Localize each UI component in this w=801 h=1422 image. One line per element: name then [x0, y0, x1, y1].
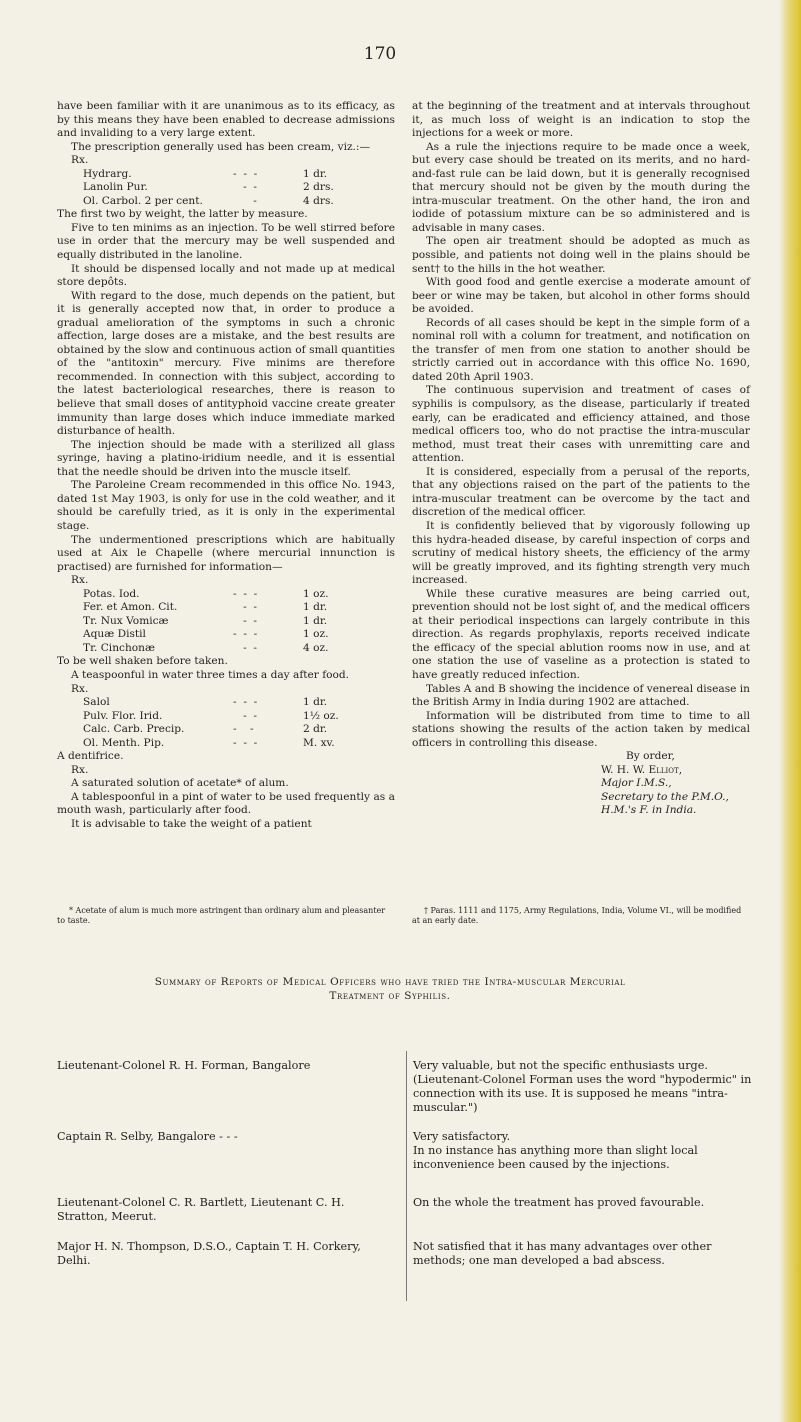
signature-rank: Major I.M.S., [601, 777, 672, 790]
paragraph: It should be dispensed locally and not made up at medical store depôts. [57, 262, 395, 289]
rx-label: Rx. [71, 574, 89, 587]
rx-label: Rx. [71, 682, 89, 695]
paragraph: The Paroleine Cream recommended in this office No. 1943, dated 1st May 1903, is only for use in the cold weather, and it should be carefully tried, as it is only in the experimental stage. [57, 479, 395, 532]
rx-item: Salol - - - 1 dr. [83, 696, 328, 709]
summary-opinion: Very valuable, but not the specific enthusiasts urge. (Lieutenant-Colonel Forman uses the word "hypodermic" in connection with its use. It is supposed he means "intra-muscular.") [413, 1059, 752, 1114]
summary-officer: Lieutenant-Colonel C. R. Bartlett, Lieutenant C. H. Stratton, Meerut. [57, 1196, 345, 1223]
left-column [57, 100, 395, 832]
rx-item: Pulv. Flor. Irid. - - 1½ oz. [83, 709, 339, 722]
right-column [412, 100, 750, 818]
paragraph: A tablespoonful in a pint of water to be used frequently as a mouth wash, particularly after food. [57, 790, 395, 817]
rx-item: Lanolin Pur. - - 2 drs. [83, 181, 334, 194]
summary-opinion: Not satisfied that it has many advantages over other methods; one man developed a bad abscess. [413, 1240, 712, 1267]
paragraph: A teaspoonful in water three times a day after food. [71, 668, 350, 681]
rx-label: Rx. [71, 154, 89, 167]
rx-item: Hydrarg. - - - 1 dr. [83, 167, 328, 180]
rx-item: Tr. Nux Vomicæ - - 1 dr. [83, 614, 328, 627]
paragraph: have been familiar with it are unanimous as to its efficacy, as by this means they have been enabled to decrease admissions and invaliding to a very large extent. [57, 100, 395, 140]
footnote-right: † Paras. 1111 and 1175, Army Regulations, India, Volume VI., will be modified at an early date. [412, 906, 742, 925]
summary-officer: Major H. N. Thompson, D.S.O., Captain T. H. Corkery, Delhi. [57, 1240, 361, 1267]
paragraph: Five to ten minims as an injection. To be well stirred before use in order that the mercury may be well suspended and equally distributed in the lanoline. [57, 221, 395, 262]
rx-item: Tr. Cinchonæ - - 4 oz. [83, 641, 329, 654]
column-divider [406, 1051, 407, 1301]
paragraph: As a rule the injections require to be made once a week, but every case should be treated on its merits, and no hard-and-fast rule can be laid down, but it is generally recognised that mercury should not be given by the mouth during the intra-muscular treatment. On the other hand, the iron and iodide of potassium mixture can be so administered and is advisable in many cases. [412, 140, 750, 234]
page-edge-stain [779, 0, 801, 1422]
rx-item: Fer. et Amon. Cit. - - 1 dr. [83, 601, 328, 614]
paragraph: Tables A and B showing the incidence of venereal disease in the British Army in India during 1902 are attached. [412, 682, 750, 709]
paragraph: To be well shaken before taken. [57, 655, 228, 668]
signature-dept: H.M.'s F. in India. [601, 804, 697, 817]
paragraph: It is confidently believed that by vigorously following up this hydra-headed disease, by careful inspection of corps and scrutiny of medical history sheets, the efficiency of the army will be greatly improved, and its fighting strength very much increased. [412, 519, 750, 587]
paragraph: While these curative measures are being carried out, prevention should not be lost sight of, and the medical officers at their periodical inspections can largely contribute in this direction. As regards prophylaxis, reports received indicate the efficacy of the special ablution rooms now in use, and at one station the use of vaseline as a protection is stated to have greatly reduced infection. [412, 587, 750, 681]
paragraph: With regard to the dose, much depends on the patient, but it is generally accepted now that, in order to produce a gradual amelioration of the symptoms in such a chronic affection, large doses are a mistake, and the best results are obtained by the slow and continuous action of small quantities of the "antitoxin" mercury. Five minims are therefore recommended. In connection with this subject, according to the latest bacteriological researches, there is reason to believe that small doses of antityphoid vaccine create greater immunity than large doses which induce immediate marked disturbance of health. [57, 289, 395, 438]
paragraph: Information will be distributed from time to time to all stations showing the results of the action taken by medical officers in controlling this disease. [412, 709, 750, 749]
paragraph: at the beginning of the treatment and at intervals throughout it, as much loss of weight is an indication to stop the injections for a week or more. [412, 100, 750, 140]
paragraph: The open air treatment should be adopted as much as possible, and patients not doing well in the plains should be sent† to the hills in the hot weather. [412, 235, 750, 275]
paragraph: The undermentioned prescriptions which are habitually used at Aix le Chapelle (where mercurial innunction is practised) are furnished for information— [57, 533, 395, 573]
paragraph: A dentifrice. [57, 750, 124, 763]
paragraph: It is advisable to take the weight of a patient [71, 817, 312, 830]
paragraph: Records of all cases should be kept in the simple form of a nominal roll with a column for treatment, and notification on the transfer of men from one station to another should be strictly carried out in accordance with this office No. 1690, dated 20th April 1903. [412, 316, 750, 383]
signature-office: Secretary to the P.M.O., [601, 790, 729, 803]
summary-opinion: Very satisfactory. In no instance has anything more than slight local inconvenience been caused by the injections. [413, 1130, 698, 1171]
rx-item: Ol. Menth. Pip. - - - M. xv. [83, 736, 335, 749]
summary-officer: Captain R. Selby, Bangalore - - - [57, 1130, 238, 1143]
paragraph: It is considered, especially from a perusal of the reports, that any objections raised on the part of the patients to the intra-muscular treatment can be overcome by the tact and discretion of the medical officer. [412, 465, 750, 519]
rx-item: Ol. Carbol. 2 per cent. - 4 drs. [83, 194, 334, 207]
footnote-left: * Acetate of alum is much more astringent than ordinary alum and pleasanter to taste. [57, 906, 386, 925]
rx-item: Potas. Iod. - - - 1 oz. [83, 587, 329, 600]
summary-officer: Lieutenant-Colonel R. H. Forman, Bangalore [57, 1059, 311, 1072]
rx-item: Aquæ Distil - - - 1 oz. [83, 628, 329, 641]
summary-title-line-2: Treatment of Syphilis. [329, 990, 451, 1002]
paragraph: A saturated solution of acetate* of alum. [71, 777, 289, 790]
summary-opinion: On the whole the treatment has proved favourable. [413, 1196, 705, 1209]
page-number: 170 [363, 44, 397, 64]
paragraph: The first two by weight, the latter by measure. [57, 208, 308, 221]
summary-title-line-1: Summary of Reports of Medical Officers who have tried the Intra-muscular Mercurial [154, 976, 626, 988]
paragraph: With good food and gentle exercise a moderate amount of beer or wine may be taken, but alcohol in other forms should be avoided. [412, 276, 750, 316]
rx-item: Calc. Carb. Precip. - - 2 dr. [83, 723, 328, 736]
signature-by-order: By order, [626, 750, 675, 763]
summary-title [40, 975, 740, 1003]
paragraph: The prescription generally used has been cream, viz.:— [71, 140, 371, 153]
paragraph: The injection should be made with a sterilized all glass syringe, having a platino-iridium needle, and it is essential that the needle should be driven into the muscle itself. [57, 438, 395, 478]
rx-label: Rx. [71, 763, 89, 776]
signature-name: W. H. W. Elliot, [601, 763, 683, 776]
paragraph: The continuous supervision and treatment of cases of syphilis is compulsory, as the disease, particularly if treated early, can be eradicated and efficiency attained, and those medical officers too, who do not practise the intra-muscular method, must treat their cases with unremitting care and attention. [412, 384, 750, 465]
